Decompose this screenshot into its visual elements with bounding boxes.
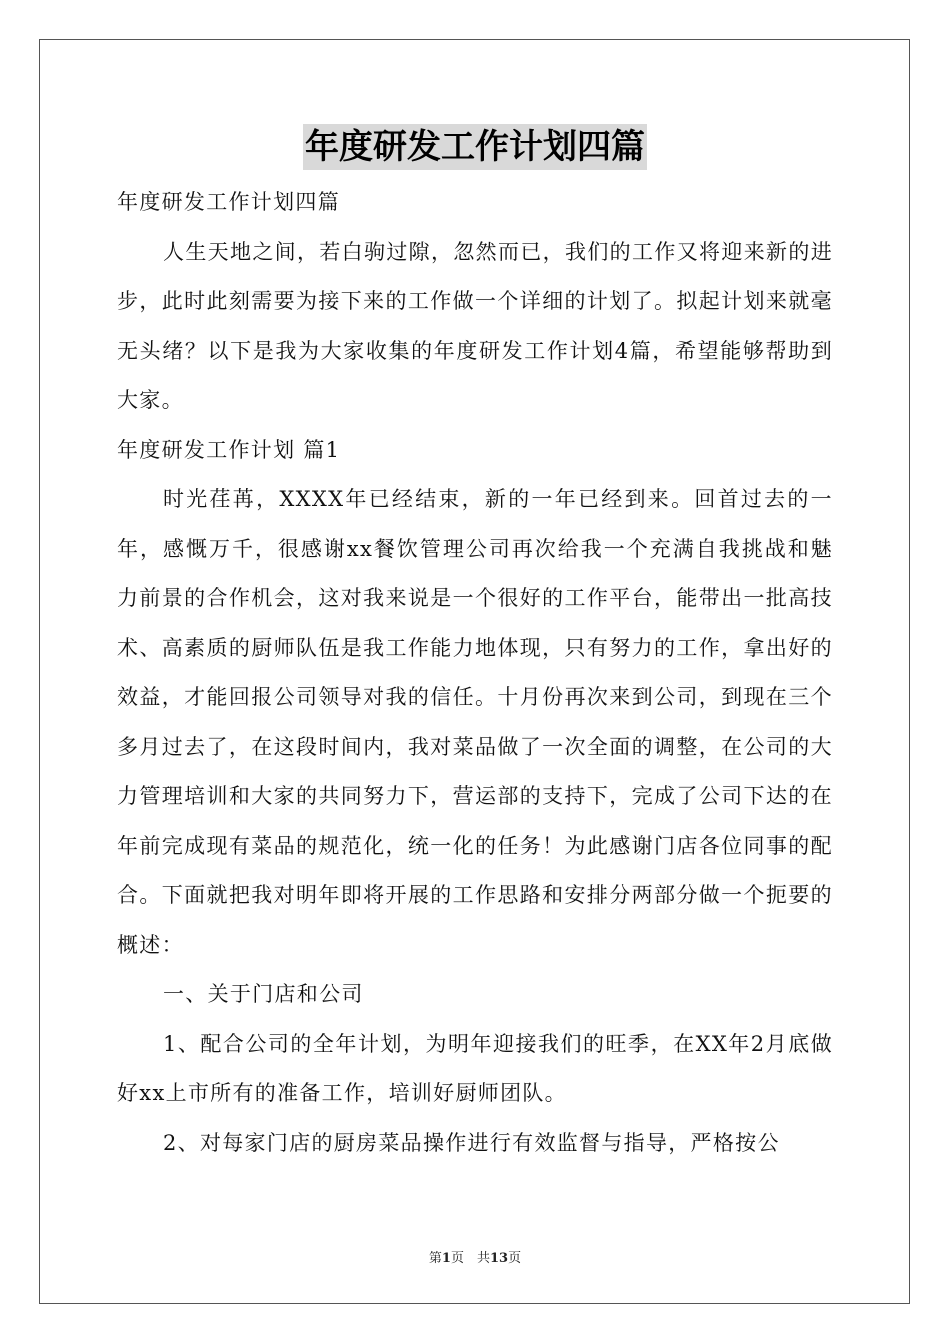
paragraph: 1、配合公司的全年计划，为明年迎接我们的旺季，在XX年2月底做好xx上市所有的准备工作，培训好厨师团队。 <box>117 1031 833 1105</box>
paragraph: 时光荏苒，XXXX年已经结束，新的一年已经到来。回首过去的一年，感慨万千，很感谢xx餐饮管理公司再次给我一个充满自我挑战和魅力前景的合作机会，这对我来说是一个很好的工作平台，能带出一批高技术、高素质的厨师队伍是我工作能力地体现，只有努力的工作，拿出好的效益，才能回报公司领导对我的信任。十月份再次来到公司，到现在三个多月过去了，在这段时间内，我对菜品做了一次全面的调整，在公司的大力管理培训和大家的共同努力下，营运部的支持下，完成了公司下达的在年前完成现有菜品的规范化，统一化的任务！为此感谢门店各位同事的配合。下面就把我对明年即将开展的工作思路和安排分两部分做一个扼要的概述： <box>117 487 833 957</box>
paragraph: 年度研发工作计划四篇 <box>117 190 340 214</box>
paragraph: 一、关于门店和公司 <box>163 982 364 1006</box>
paragraph: 2、对每家门店的厨房菜品操作进行有效监督与指导，严格按公 <box>163 1130 780 1155</box>
footer-suffix: 页 <box>508 1251 522 1266</box>
document-body <box>117 178 833 1168</box>
footer-mid: 页 共 <box>450 1251 490 1266</box>
paragraph: 人生天地之间，若白驹过隙，忽然而已，我们的工作又将迎来新的进步，此时此刻需要为接下来的工作做一个详细的计划了。拟起计划来就毫无头绪？以下是我为大家收集的年度研发工作计划4篇，希望能够帮助到大家。 <box>117 239 833 412</box>
footer-total-pages: 13 <box>489 1251 509 1266</box>
footer-prefix: 第 <box>428 1251 442 1266</box>
document-title-text: 年度研发工作计划四篇 <box>303 124 647 170</box>
footer-page-number: 1 <box>441 1251 451 1266</box>
document-title <box>0 124 950 170</box>
paragraph: 年度研发工作计划 篇1 <box>117 437 341 462</box>
page-footer <box>0 1247 950 1266</box>
